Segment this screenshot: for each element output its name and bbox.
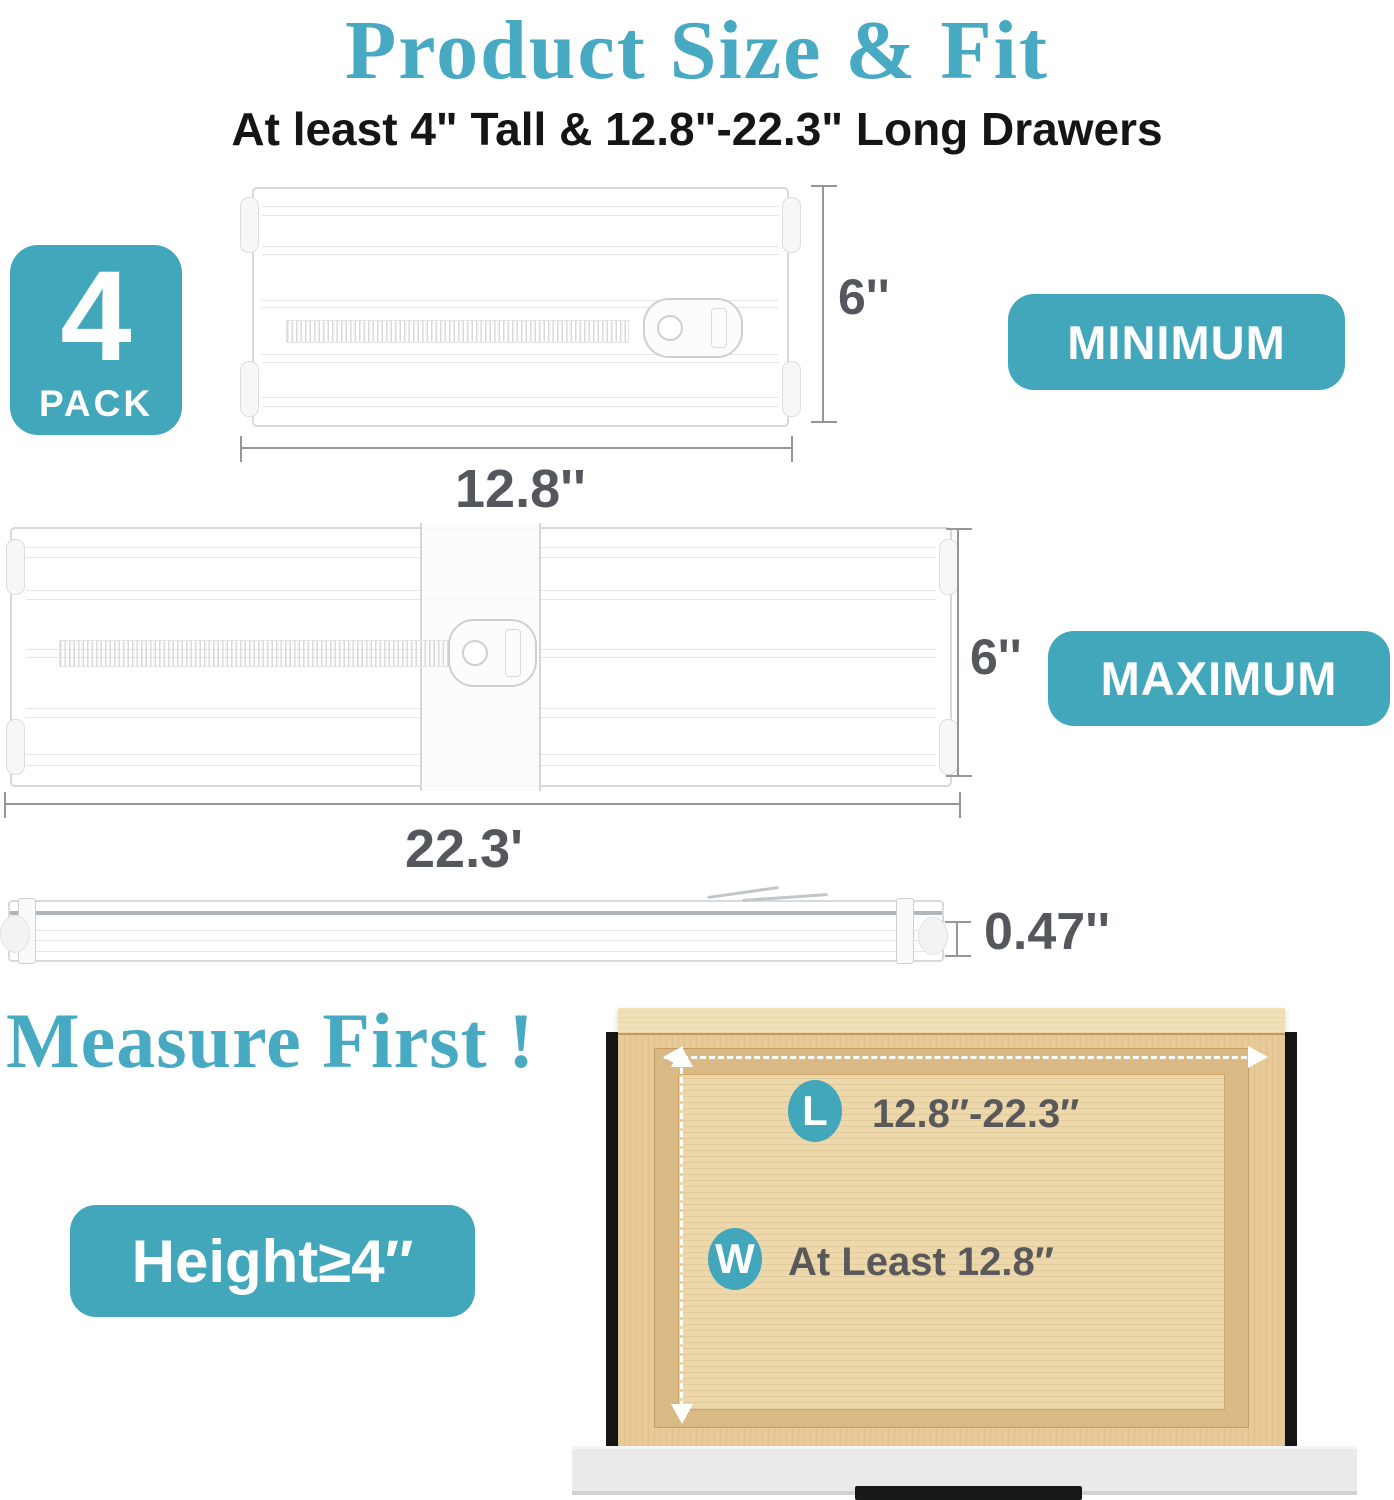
ratchet-strap: [59, 640, 455, 666]
length-dimension-line-min: [241, 447, 792, 449]
divider-top-view-maximum: [10, 527, 952, 787]
length-measure-arrow: [664, 1056, 1256, 1059]
page-subtitle: At least 4" Tall & 12.8"-22.3" Long Drawers: [231, 103, 1163, 155]
maximum-badge: MAXIMUM: [1048, 631, 1390, 726]
divider-detail-line: [24, 940, 928, 941]
divider-detail-line: [24, 930, 928, 931]
divider-foot: [939, 719, 958, 775]
min-height-label: 6'': [838, 269, 890, 325]
divider-foot: [939, 539, 958, 595]
divider-side-view: [8, 900, 944, 962]
minimum-badge: MINIMUM: [1008, 294, 1345, 390]
drawer-back-board: [618, 1008, 1285, 1035]
end-foot: [0, 915, 30, 953]
divider-detail-line: [24, 951, 928, 952]
page-title: Product Size & Fit: [345, 4, 1049, 97]
divider-foot: [6, 539, 25, 595]
width-measure-arrow: [680, 1050, 683, 1416]
width-value: At Least 12.8″: [788, 1240, 1054, 1284]
divider-detail-line: [262, 206, 779, 207]
drawer-photo: [618, 1008, 1285, 1452]
measure-first-heading: Measure First !: [6, 997, 536, 1084]
arrowhead-down: [671, 1404, 693, 1435]
arrowhead-right: [1248, 1046, 1279, 1068]
height-dimension-line-min: [822, 187, 824, 421]
width-key-circle: W: [708, 1228, 762, 1290]
divider-detail-line: [262, 215, 779, 216]
divider-detail-line: [262, 406, 779, 407]
height-dimension-line-max: [957, 530, 959, 775]
max-height-label: 6'': [970, 629, 1022, 685]
thickness-label: 0.47'': [984, 903, 1110, 961]
pack-count-badge: [10, 245, 182, 435]
length-key-circle: L: [788, 1080, 842, 1142]
divider-foot: [240, 197, 259, 253]
divider-detail-line: [262, 362, 779, 363]
pack-count: 4: [60, 244, 132, 388]
end-bracket: [896, 898, 914, 964]
min-length-label: 12.8'': [455, 459, 586, 519]
divider-detail-line: [262, 254, 779, 255]
divider-detail-line: [262, 397, 779, 398]
ratchet-buckle: [448, 619, 536, 687]
end-foot: [918, 917, 948, 955]
divider-top-rail: [10, 911, 942, 915]
divider-foot: [6, 719, 25, 775]
divider-foot: [240, 361, 259, 417]
divider-foot: [782, 361, 801, 417]
divider-detail-line: [262, 246, 779, 247]
length-dimension-line-max: [5, 803, 960, 805]
ratchet-buckle: [643, 298, 743, 359]
thickness-dimension-line: [956, 923, 958, 955]
divider-foot: [782, 197, 801, 253]
pack-label: PACK: [38, 382, 154, 424]
divider-top-view-minimum: [252, 187, 789, 427]
arrowhead-up: [671, 1036, 693, 1067]
drawer-handle: [855, 1486, 1082, 1500]
max-length-label: 22.3': [405, 819, 523, 879]
ratchet-strap: [286, 320, 629, 343]
length-value: 12.8″-22.3″: [872, 1092, 1080, 1136]
height-requirement-badge: Height≥4″: [70, 1205, 475, 1317]
